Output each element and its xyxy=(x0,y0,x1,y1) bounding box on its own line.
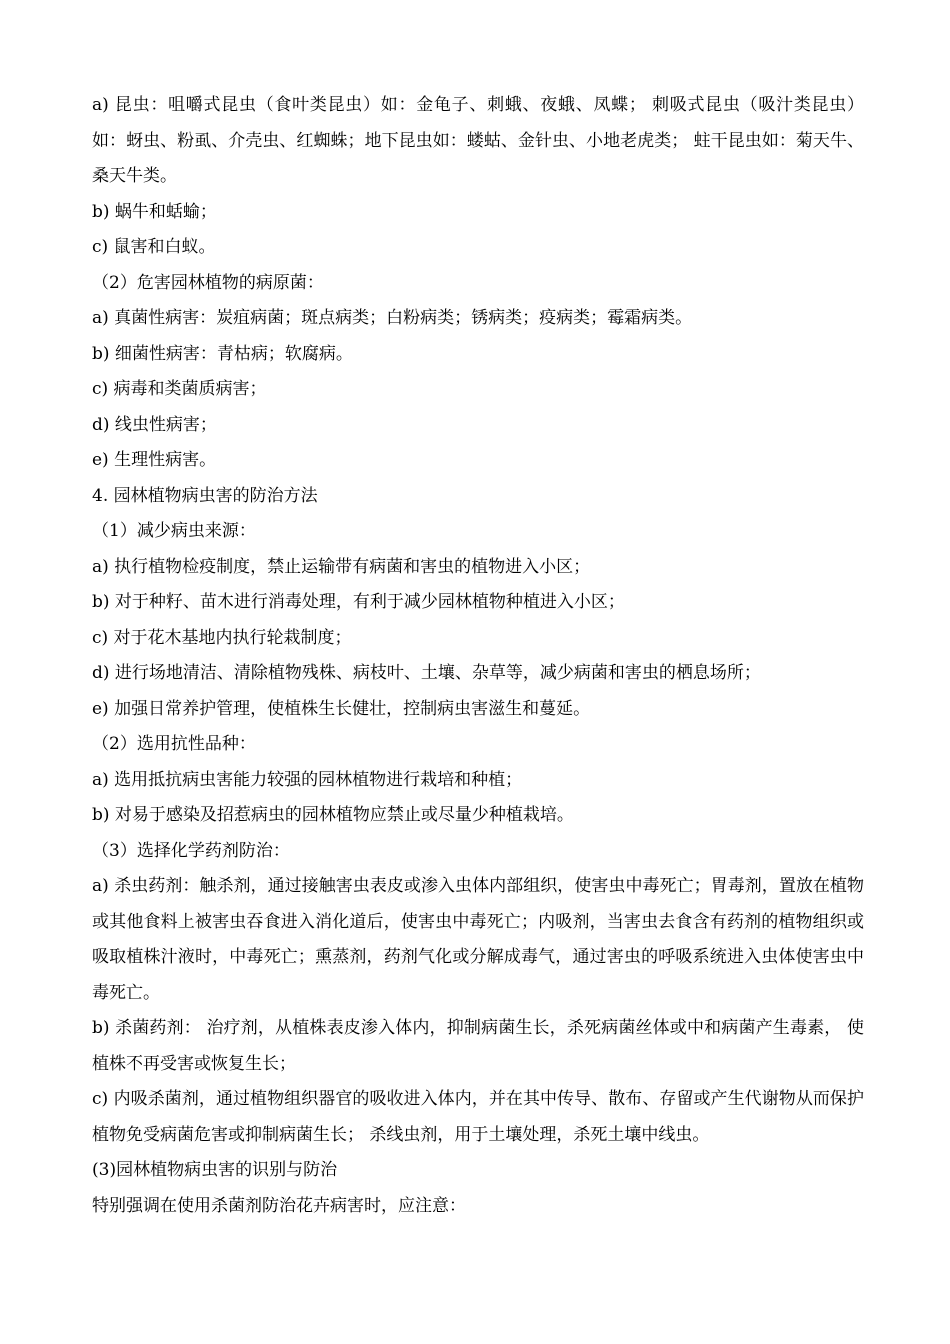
paragraph-fungicides: b) 杀菌药剂： 治疗剂，从植株表皮渗入体内，抑制病菌生长，杀死病菌丝体或中和病菌产生毒素， 使植株不再受害或恢复生长； xyxy=(92,1018,864,1074)
paragraph-quarantine: a) 执行植物检疫制度，禁止运输带有病菌和害虫的植物进入小区； xyxy=(92,556,591,577)
paragraph-rodents: c) 鼠害和白蚁。 xyxy=(92,237,216,257)
paragraph-fungal: a) 真菌性病害：炭疽病菌；斑点病类；白粉病类；锈病类；疫病类；霉霜病类。 xyxy=(92,308,693,328)
document-body xyxy=(92,88,864,1224)
paragraph-sanitation: d) 进行场地清洁、清除植物残株、病枝叶、土壤、杂草等，减少病菌和害虫的栖息场所； xyxy=(92,663,761,683)
paragraph-physiological: e) 生理性病害。 xyxy=(92,450,217,470)
paragraph-notes: 特别强调在使用杀菌剂防治花卉病害时，应注意： xyxy=(92,1195,466,1216)
paragraph-nematode: d) 线虫性病害； xyxy=(92,414,217,435)
heading-reduce-sources: （1）减少病虫来源： xyxy=(92,521,256,541)
heading-resistant-varieties: （2）选用抗性品种： xyxy=(92,734,256,754)
section-heading-control: 4. 园林植物病虫害的防治方法 xyxy=(92,485,318,506)
paragraph-insects: a) 昆虫：咀嚼式昆虫（食叶类昆虫）如：金龟子、刺蛾、夜蛾、凤蝶； 刺吸式昆虫（吸汁类昆虫）如：蚜虫、粉虱、介壳虫、红蜘蛛；地下昆虫如：蝼蛄、金针虫、小地老虎类； 蛀干昆虫如：菊天牛、桑天牛类。 xyxy=(92,95,864,186)
paragraph-bacterial: b) 细菌性病害：青枯病；软腐病。 xyxy=(92,343,353,364)
paragraph-systemic-fungicides: c) 内吸杀菌剂，通过植物组织器官的吸收进入体内，并在其中传导、散布、存留或产生代谢物从而保护植物免受病菌危害或抑制病菌生长； 杀线虫剂，用于土壤处理，杀死土壤中线虫。 xyxy=(92,1089,864,1145)
heading-pathogens: （2）危害园林植物的病原菌： xyxy=(92,272,324,293)
heading-chemical-control: （3）选择化学药剂防治： xyxy=(92,840,290,861)
paragraph-insecticides: a) 杀虫药剂：触杀剂，通过接触害虫表皮或渗入虫体内部组织，使害虫中毒死亡；胃毒剂，置放在植物或其他食料上被害虫吞食进入消化道后，使害虫中毒死亡；内吸剂，当害虫去食含有药剂的植物组织或吸取植株汁液时，中毒死亡；熏蒸剂，药剂气化或分解成毒气，通过害虫的呼吸系统进入虫体使害虫中毒死亡。 xyxy=(92,876,864,1003)
paragraph-snails: b) 蜗牛和蛞蝓； xyxy=(92,201,217,222)
heading-identification: (3)园林植物病虫害的识别与防治 xyxy=(92,1160,338,1180)
paragraph-rotation: c) 对于花木基地内执行轮栽制度； xyxy=(92,627,352,648)
paragraph-avoid-susceptible: b) 对易于感染及招惹病虫的园林植物应禁止或尽量少种植栽培。 xyxy=(92,805,574,825)
paragraph-viral: c) 病毒和类菌质病害； xyxy=(92,379,267,399)
paragraph-select-resistant: a) 选用抵抗病虫害能力较强的园林植物进行栽培和种植； xyxy=(92,769,523,790)
paragraph-maintenance: e) 加强日常养护管理，使植株生长健壮，控制病虫害滋生和蔓延。 xyxy=(92,698,591,719)
paragraph-disinfection: b) 对于种籽、苗木进行消毒处理，有利于减少园林植物种植进入小区； xyxy=(92,592,625,612)
